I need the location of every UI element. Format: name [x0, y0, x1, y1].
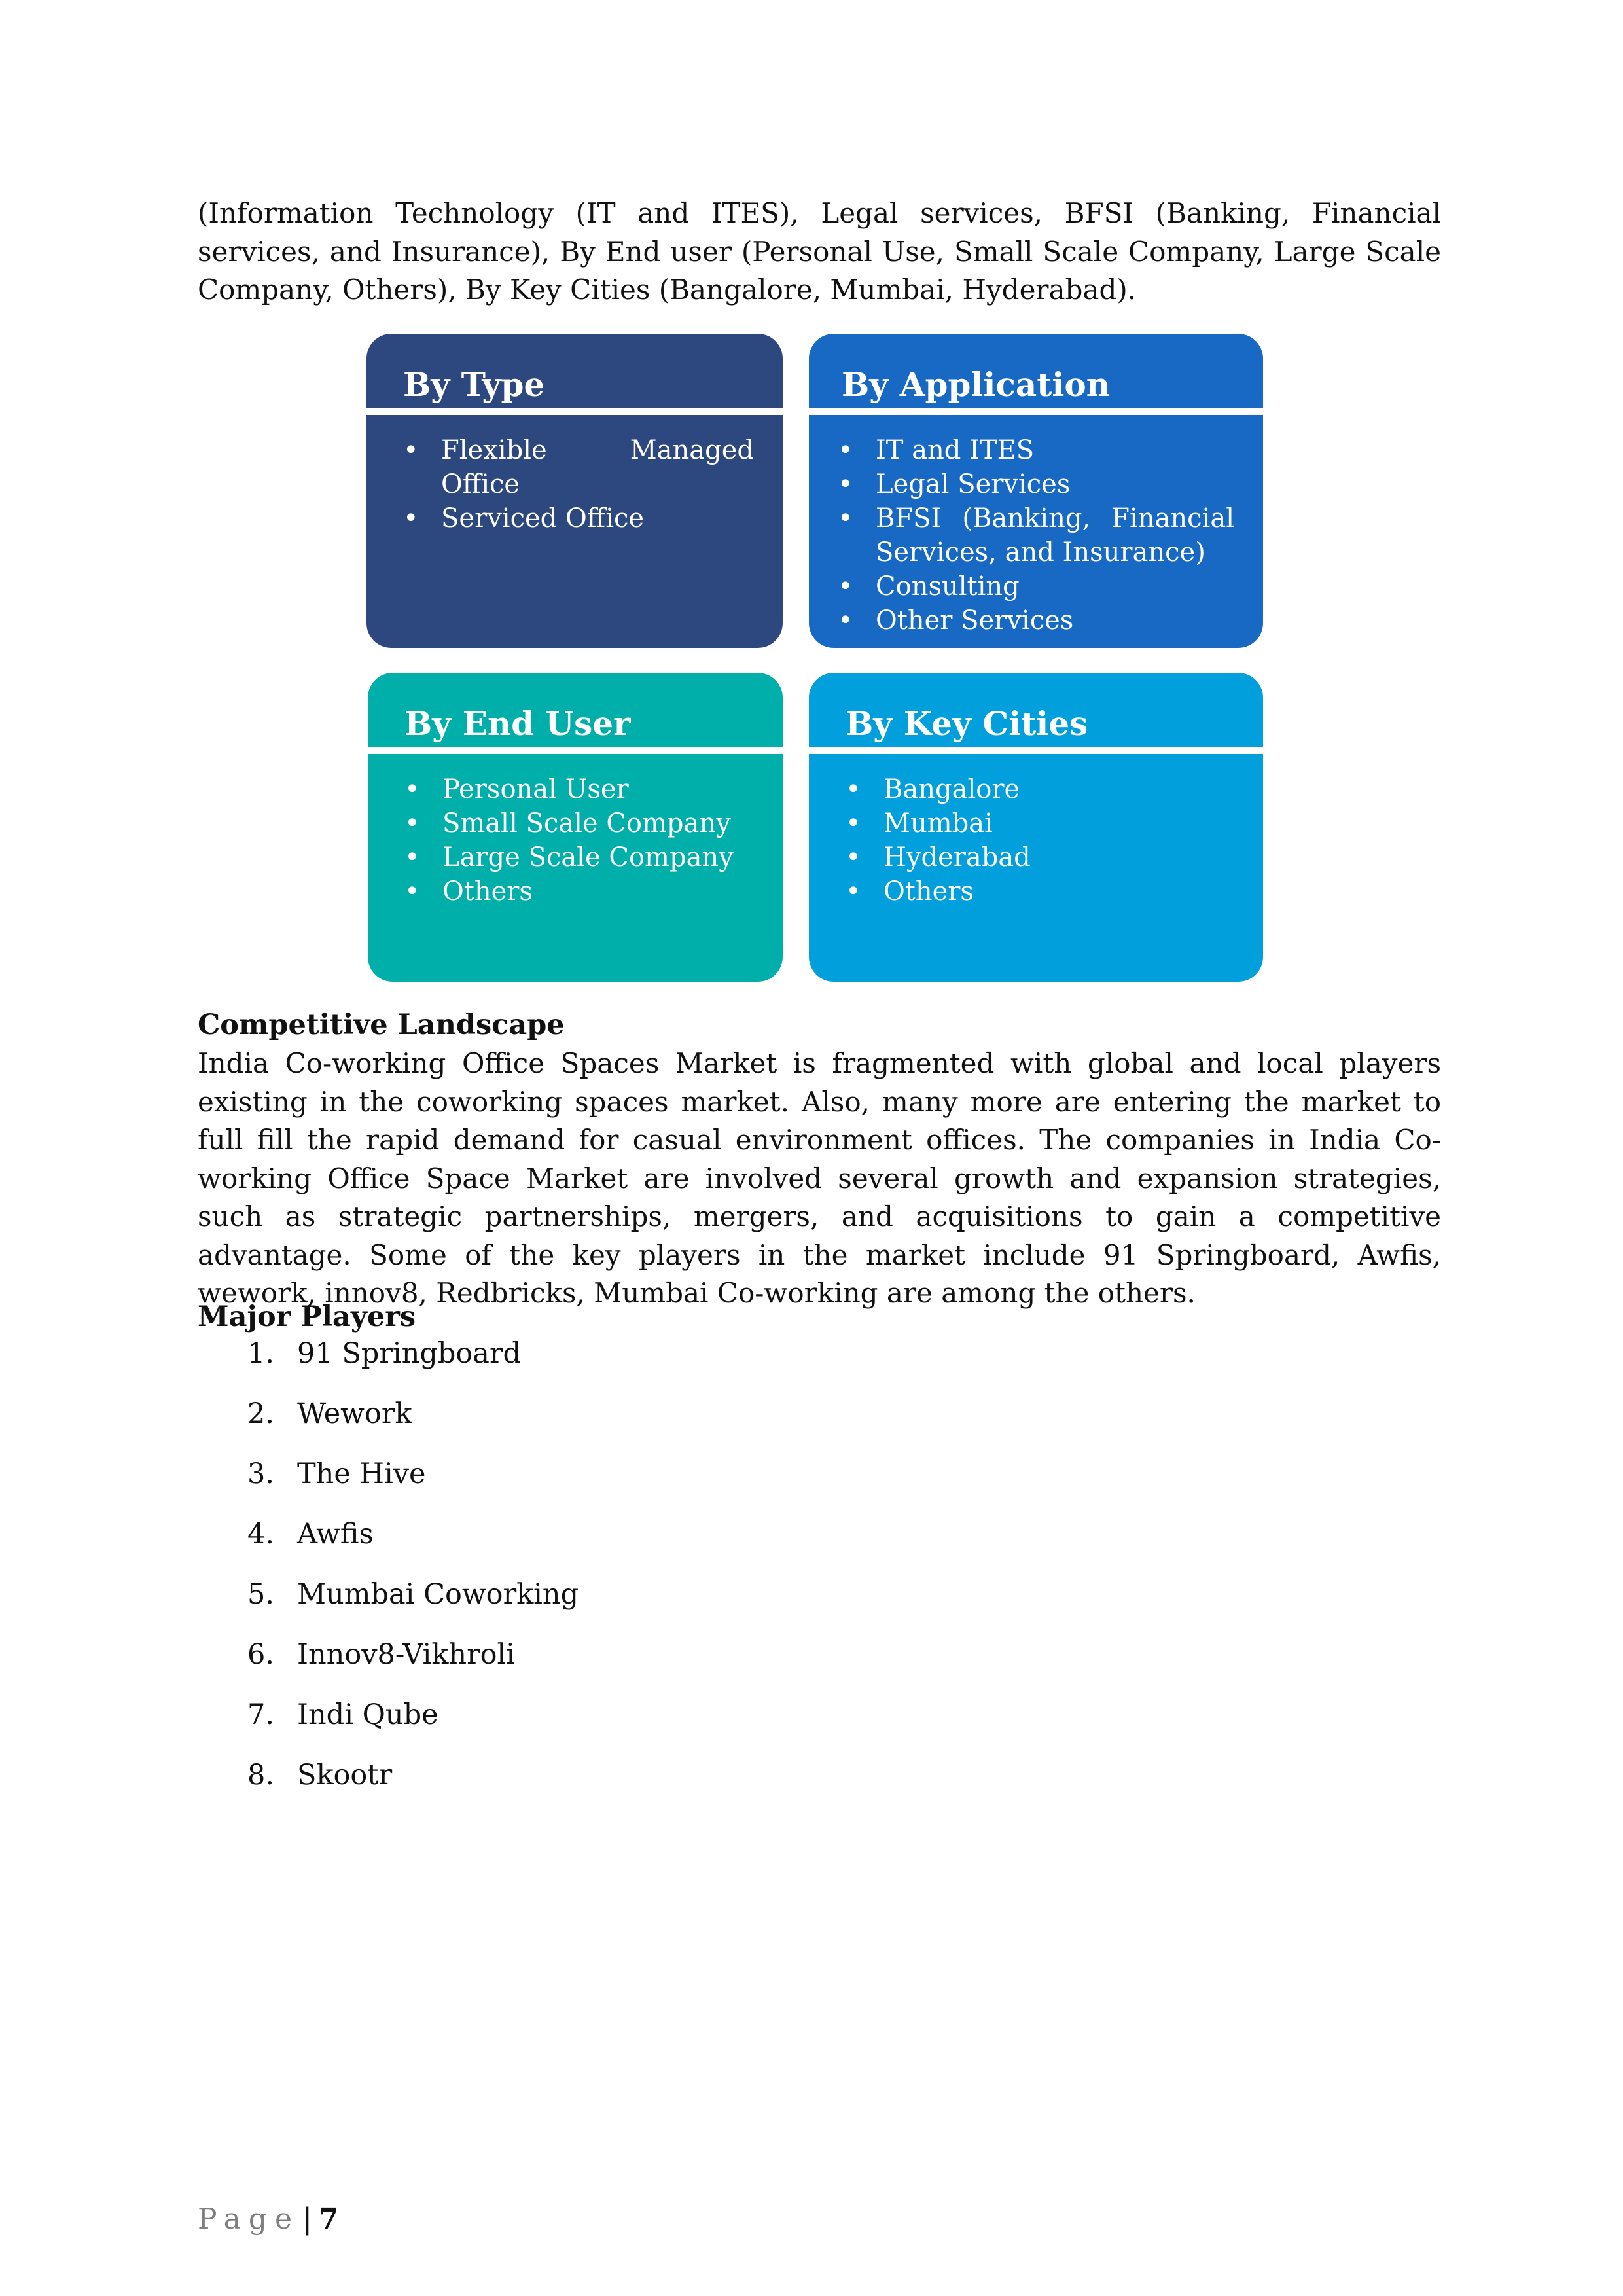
segment-item: • Bangalore: [846, 772, 1234, 806]
list-item: [247, 1575, 579, 1636]
player-name: Innov8-Vikhroli: [297, 1638, 516, 1671]
segment-item: • Consulting: [838, 569, 1234, 603]
player-name: Indi Qube: [297, 1698, 438, 1731]
list-number: 8.: [247, 1759, 275, 1791]
list-item: [247, 1455, 579, 1515]
competitive-landscape-paragraph: India Co-working Office Spaces Market is fragmented with global and local players existing in the coworking spaces market. Also, many more are entering the market to full fill the rapid demand for casual environment offices. The companies in India Co-working Office Space Market are involved several growth and expansion strategies, such as strategic partnerships, mergers, and acquisitions to gain a competitive advantage. Some of the key players in the market include 91 Springboard, Awfis, wework, innov8, Redbricks, Mumbai Co-working are among the others.: [198, 1047, 1441, 1309]
segment-item: • Large Scale Company: [404, 840, 754, 874]
segment-item: • Mumbai: [846, 806, 1234, 840]
page-footer: [198, 2200, 339, 2238]
list-number: 1.: [247, 1337, 275, 1370]
segment-list: [403, 433, 754, 535]
competitive-landscape-heading: Competitive Landscape: [198, 1009, 565, 1041]
segment-box-key-cities: [809, 673, 1263, 982]
segment-divider: [809, 747, 1263, 754]
player-name: Awfis: [297, 1518, 374, 1551]
list-number: 6.: [247, 1638, 275, 1671]
segment-title: By Key Cities: [846, 704, 1088, 743]
list-item: [247, 1335, 579, 1395]
segment-title: By Type: [403, 365, 545, 404]
major-players-heading: Major Players: [198, 1300, 416, 1333]
list-item: [247, 1636, 579, 1696]
segment-box-end-user: [368, 673, 783, 982]
player-name: Skootr: [297, 1759, 393, 1791]
segment-item: • Small Scale Company: [404, 806, 754, 840]
player-name: Wework: [297, 1397, 412, 1430]
page-label: Page: [198, 2202, 300, 2236]
segment-title: By End User: [404, 704, 631, 743]
player-name: 91 Springboard: [297, 1337, 522, 1370]
list-item: [247, 1515, 579, 1575]
list-item: [247, 1756, 579, 1816]
segment-box-application: [809, 334, 1263, 648]
segment-item: • Others: [404, 874, 754, 908]
list-number: 5.: [247, 1578, 275, 1611]
segment-item: • Hyderabad: [846, 840, 1234, 874]
player-name: Mumbai Coworking: [297, 1578, 579, 1611]
segment-item: • Flexible Managed Office: [403, 433, 754, 501]
page-number: 7: [318, 2202, 339, 2236]
segment-item: • Legal Services: [838, 467, 1234, 501]
list-item: [247, 1395, 579, 1455]
segment-item: • Others: [846, 874, 1234, 908]
segment-item: • Personal User: [404, 772, 754, 806]
segment-title: By Application: [842, 365, 1111, 404]
list-number: 2.: [247, 1397, 275, 1430]
major-players-list: [247, 1335, 579, 1816]
list-number: 3.: [247, 1458, 275, 1490]
list-number: 7.: [247, 1698, 275, 1731]
segment-list: [404, 772, 754, 908]
segment-divider: [809, 408, 1263, 415]
segment-item: • IT and ITES: [838, 433, 1234, 467]
segment-list: [846, 772, 1234, 908]
player-name: The Hive: [297, 1458, 426, 1490]
segment-item: • Other Services: [838, 603, 1234, 637]
intro-paragraph: (Information Technology (IT and ITES), Legal services, BFSI (Banking, Financial services, and Insurance), By End user (Personal Use, Small Scale Company, Large Scale Company, Others), By Key Cities (Bangalore, Mumbai, Hyderabad).: [198, 197, 1441, 306]
segment-divider: [368, 747, 783, 754]
segment-list: [838, 433, 1234, 637]
page-separator: |: [302, 2202, 312, 2236]
segment-box-type: [366, 334, 783, 648]
list-item: [247, 1696, 579, 1756]
segment-item: • BFSI (Banking, Financial Services, and Insurance): [838, 501, 1234, 569]
segment-item: • Serviced Office: [403, 501, 754, 535]
list-number: 4.: [247, 1518, 275, 1551]
segment-divider: [366, 408, 783, 415]
